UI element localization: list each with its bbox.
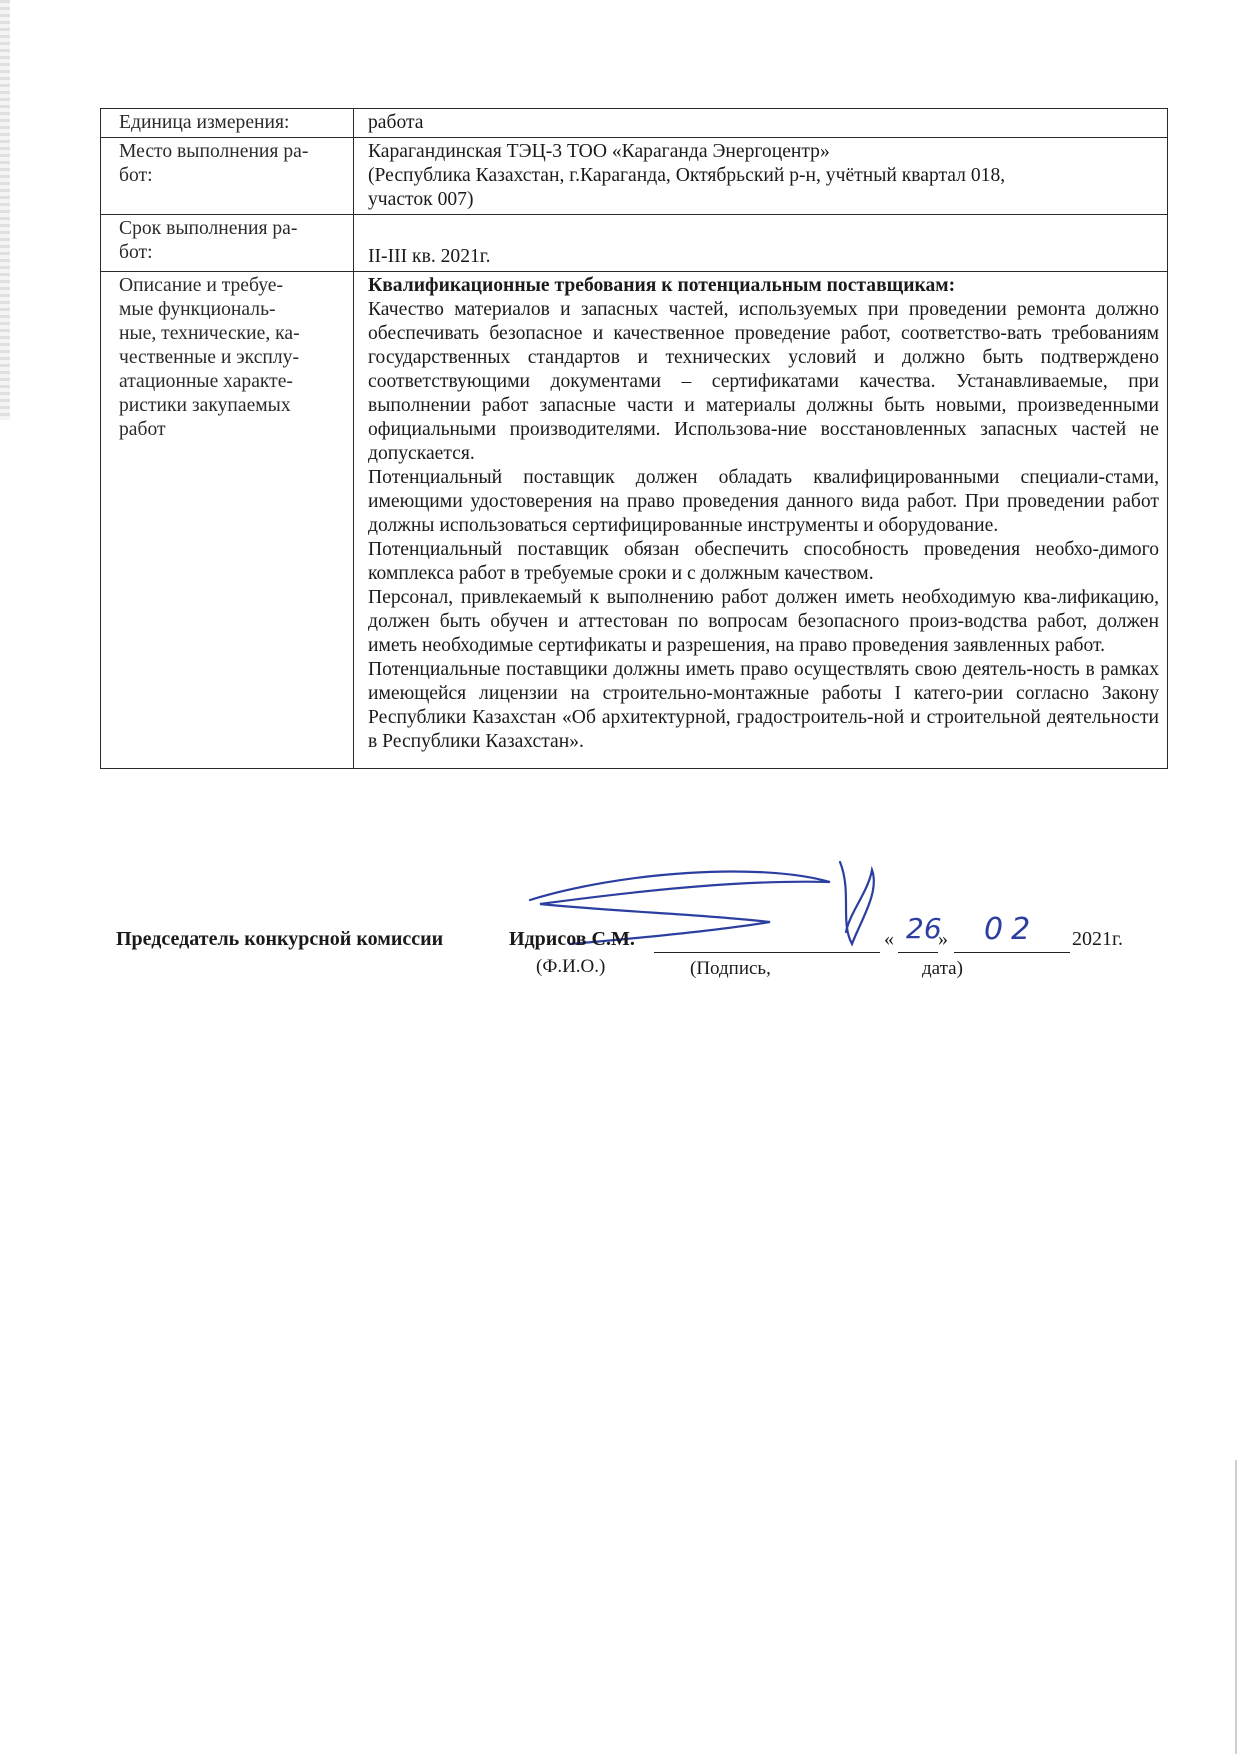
term-label: Срок выполнения ра- бот: (119, 218, 298, 263)
caption-date: дата) (922, 958, 963, 979)
scan-edge-artifact (1235, 1460, 1237, 1754)
requirement-paragraph: Потенциальные поставщики должны иметь право осуществлять свою деятель-ность в рамках имеющейся лицензии на строительно-монтажные работы I катего-рии согласно Закону Республики Казахстан «Об архитектурной, градостроитель-ной и строительной деятельности в Республики Казахстан». (368, 659, 1159, 752)
date-quote-close: » (938, 928, 948, 950)
location-label: Место выполнения ра- бот: (119, 141, 309, 186)
table-row-description (101, 272, 1168, 769)
chairman-name: Идрисов С.М. (509, 928, 635, 950)
date-day: 26 (906, 912, 942, 945)
table-row-unit (101, 109, 1168, 138)
description-label: Описание и требуе- мые функциональ- ные, технические, ка- чественные и эксплу- атационные характе- ристики закупаемых работ (119, 275, 300, 440)
chairman-title: Председатель конкурсной комиссии (116, 928, 444, 950)
row-label (101, 138, 354, 215)
row-value (354, 138, 1168, 215)
specification-table (100, 108, 1168, 769)
table-row-location (101, 138, 1168, 215)
unit-value: работа (368, 112, 424, 133)
row-value (354, 215, 1168, 272)
date-month: 02 (984, 912, 1039, 947)
caption-signature: (Подпись, (690, 958, 771, 979)
row-label (101, 272, 354, 769)
signature-underline (654, 952, 880, 953)
requirement-paragraph: Потенциальный поставщик должен обладать квалифицированными специали-стами, имеющими удостоверения на право проведения данного вида работ. При проведении работ должны использоваться сертифицированные инструменты и оборудование. (368, 467, 1159, 536)
requirement-paragraph: Потенциальный поставщик обязан обеспечить способность проведения необхо-димого комплекса работ в требуемые сроки и с должным качеством. (368, 539, 1159, 584)
term-value: II-III кв. 2021г. (368, 246, 491, 267)
row-value (354, 109, 1168, 138)
requirements-heading: Квалификационные требования к потенциальным поставщикам: (368, 275, 956, 296)
caption-fio: (Ф.И.О.) (536, 956, 606, 977)
date-quote-open: « (884, 928, 894, 950)
month-underline (954, 952, 1070, 953)
location-value: Карагандинская ТЭЦ-3 ТОО «Караганда Энергоцентр» (Республика Казахстан, г.Караганда, Октябрьский р-н, учётный квартал 018, участок 007) (368, 141, 1006, 210)
requirement-paragraph: Персонал, привлекаемый к выполнению работ должен иметь необходимую ква-лификацию, должен быть обучен и аттестован по вопросам безопасного произ-водства работ, должен иметь необходимые сертификаты и разрешения, на право проведения заявленных работ. (368, 587, 1159, 656)
unit-label: Единица измерения: (119, 112, 290, 133)
signature-block (116, 912, 1176, 988)
requirement-paragraph: Качество материалов и запасных частей, используемых при проведении ремонта должно обеспечивать безопасное и качественное проведение работ, соответство-вать требованиям государственных стандартов и технических условий и должно быть подтверждено соответствующими документами – сертификатами качества. Устанавливаемые, при выполнении работ запасные части и материалы должны быть новыми, произведенными официальными производителями. Использова-ние восстановленных запасных частей не допускается. (368, 299, 1159, 464)
scan-edge-artifact (0, 0, 10, 420)
row-label (101, 215, 354, 272)
row-label (101, 109, 354, 138)
day-underline (898, 952, 938, 953)
date-year: 2021г. (1072, 928, 1123, 950)
row-value (354, 272, 1168, 769)
table-row-term (101, 215, 1168, 272)
